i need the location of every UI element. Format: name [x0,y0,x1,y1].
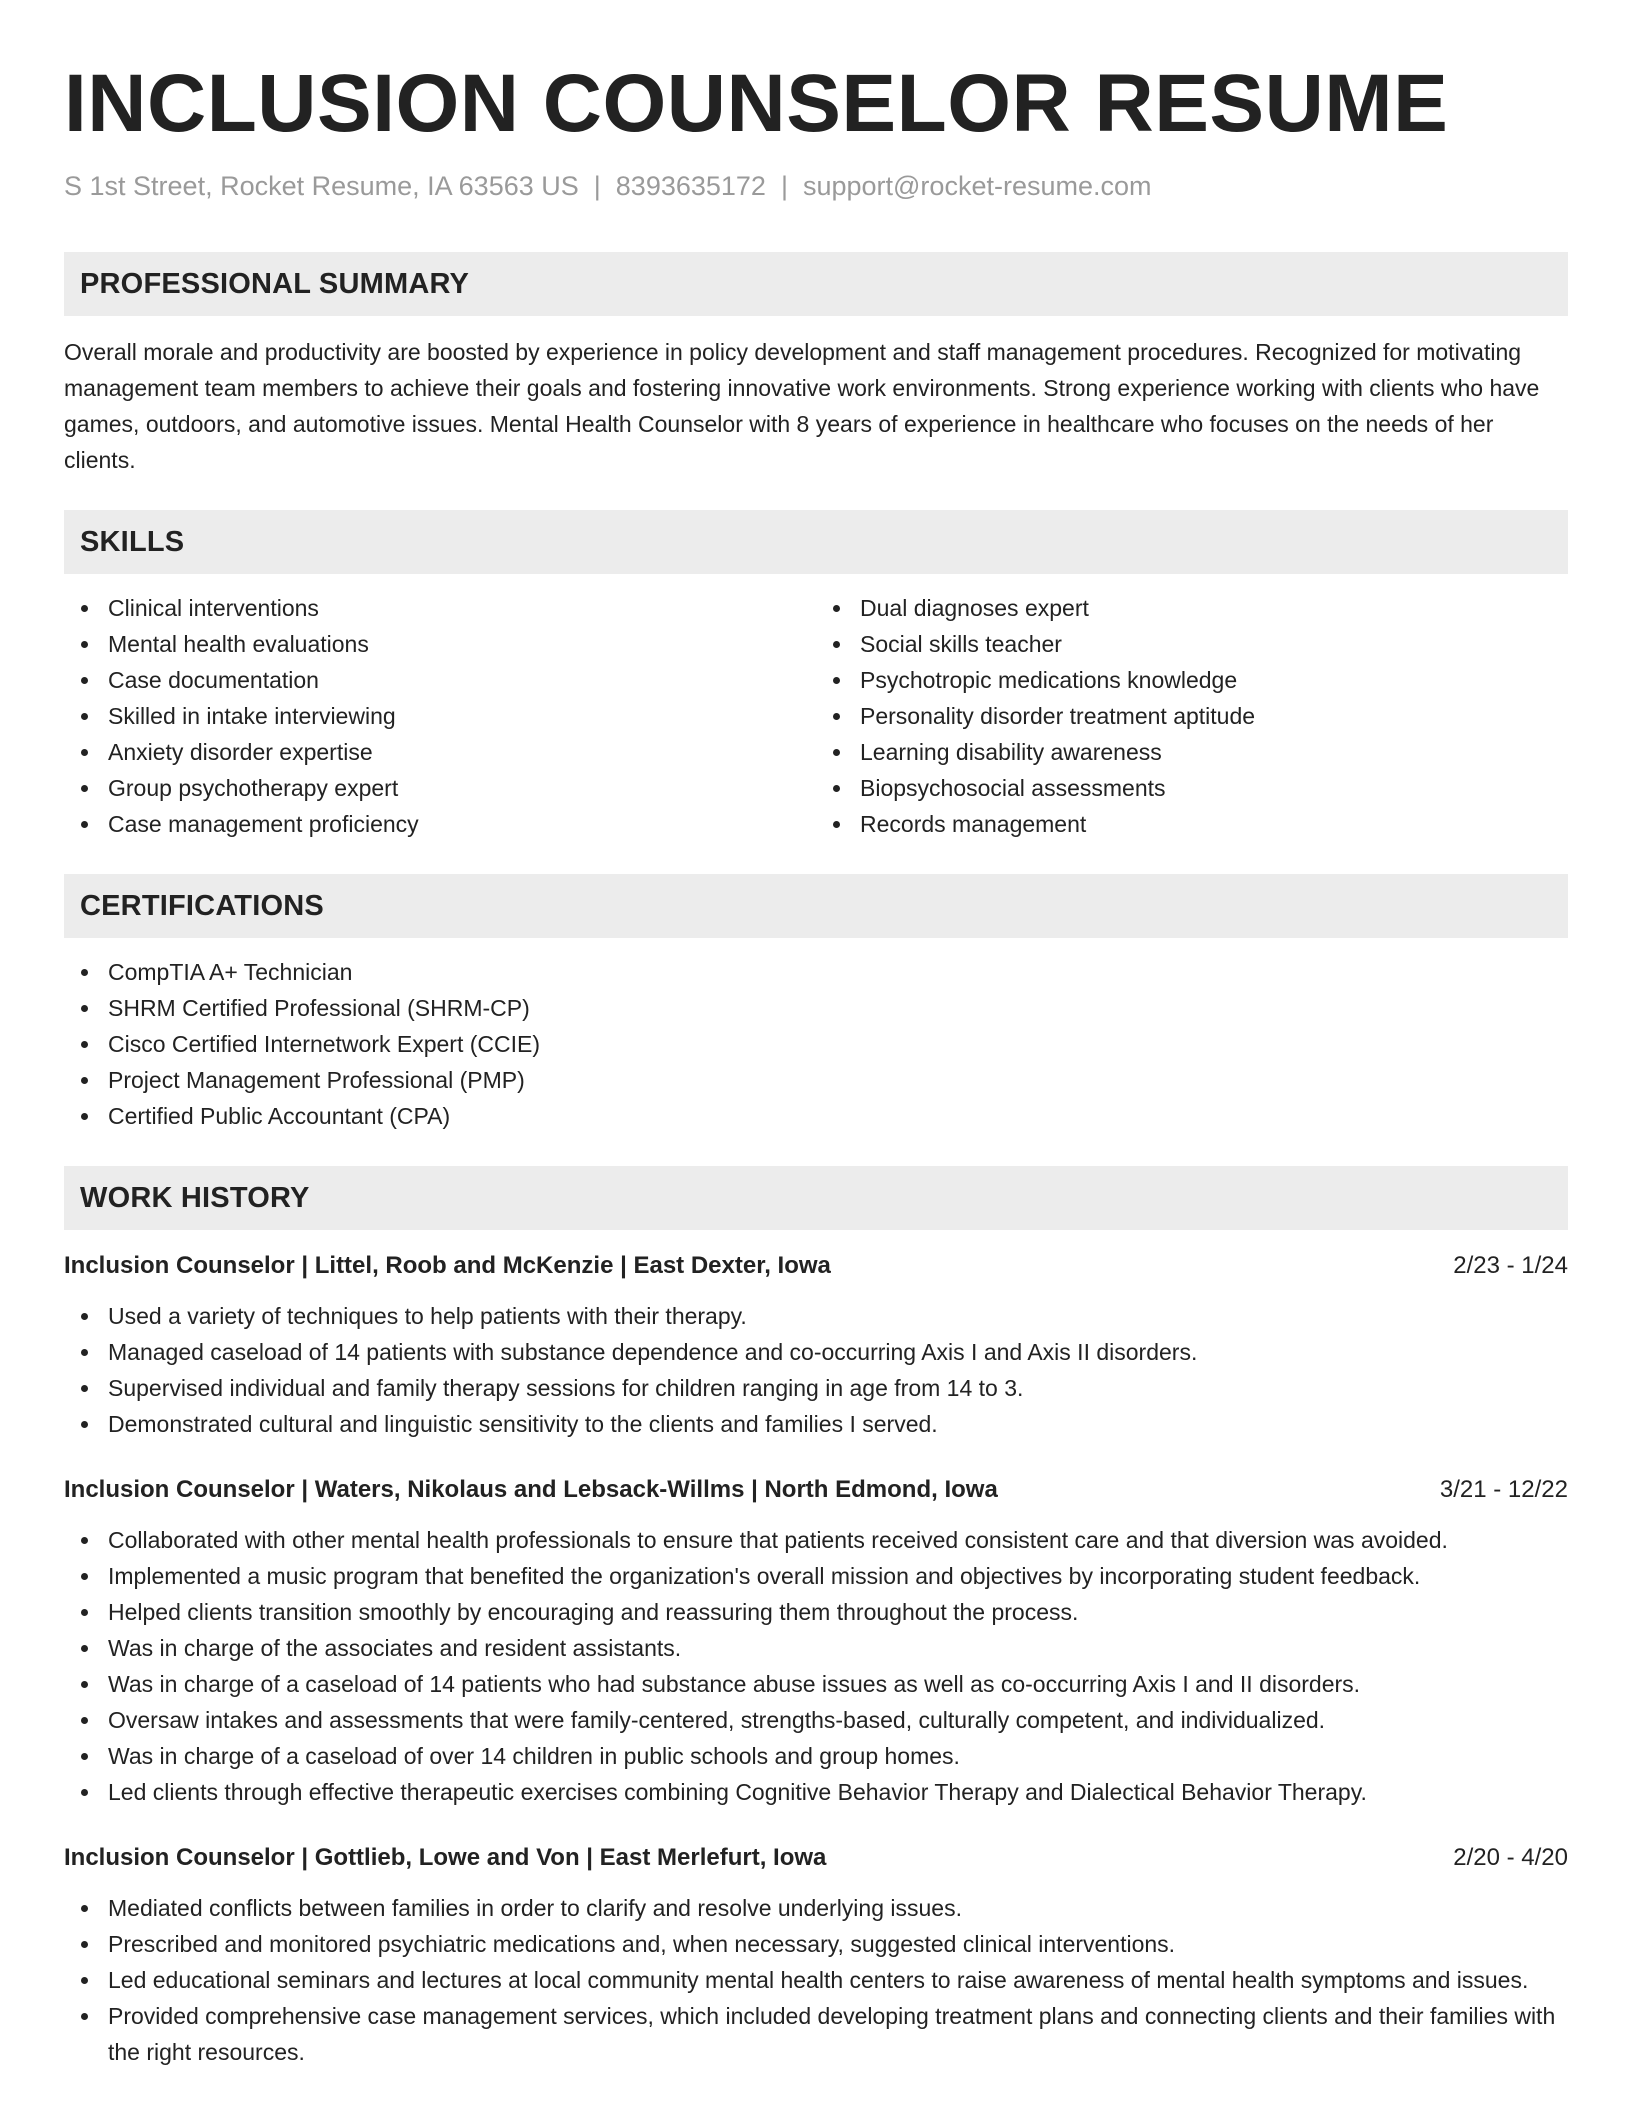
contact-line [64,168,1568,204]
job-dates: 2/23 - 1/24 [1453,1252,1568,1279]
certifications-list [64,954,1568,1134]
job-bullet: Supervised individual and family therapy sessions for children ranging in age from 14 to 3. [108,1370,1568,1406]
job-bullet: Provided comprehensive case management services, which included developing treatment plans and connecting clients and their families with the right resources. [108,1998,1568,2070]
section-header-skills [64,510,1568,574]
job-bullets [64,1522,1568,1810]
resume-page [64,56,1568,2070]
section-title-certifications: CERTIFICATIONS [80,889,324,922]
job-dates: 3/21 - 12/22 [1439,1476,1568,1503]
job-header [64,1472,1568,1508]
job-entry [64,1840,1568,2070]
job-bullets [64,1298,1568,1442]
contact-phone: 8393635172 [615,171,766,201]
job-entry [64,1248,1568,1442]
section-title-skills: SKILLS [80,525,185,558]
skill-item: Case management proficiency [108,806,816,842]
contact-address: S 1st Street, Rocket Resume, IA 63563 US [64,171,579,201]
job-header [64,1248,1568,1284]
skill-item: Clinical interventions [108,590,816,626]
job-entry [64,1472,1568,1810]
certification-item: Certified Public Accountant (CPA) [108,1098,1568,1134]
job-header [64,1840,1568,1876]
job-bullet: Led educational seminars and lectures at local community mental health centers to raise awareness of mental health symptoms and issues. [108,1962,1568,1998]
job-title: Inclusion Counselor | Littel, Roob and McKenzie | East Dexter, Iowa [64,1252,831,1279]
job-bullet: Used a variety of techniques to help patients with their therapy. [108,1298,1568,1334]
section-title-work-history: WORK HISTORY [80,1181,310,1214]
skill-item: Mental health evaluations [108,626,816,662]
job-bullet: Was in charge of a caseload of over 14 children in public schools and group homes. [108,1738,1568,1774]
certification-item: Project Management Professional (PMP) [108,1062,1568,1098]
certification-item: Cisco Certified Internetwork Expert (CCIE) [108,1026,1568,1062]
certification-item: SHRM Certified Professional (SHRM-CP) [108,990,1568,1026]
job-bullet: Mediated conflicts between families in order to clarify and resolve underlying issues. [108,1890,1568,1926]
skill-item: Learning disability awareness [860,734,1568,770]
skills-list-left [64,590,816,842]
skills-list-right [816,590,1568,842]
job-title: Inclusion Counselor | Waters, Nikolaus and Lebsack-Willms | North Edmond, Iowa [64,1476,998,1503]
section-header-certifications [64,874,1568,938]
contact-email: support@rocket-resume.com [802,171,1152,201]
certification-item: CompTIA A+ Technician [108,954,1568,990]
job-bullet: Prescribed and monitored psychiatric medications and, when necessary, suggested clinical interventions. [108,1926,1568,1962]
skills-grid [64,574,1568,842]
job-bullet: Managed caseload of 14 patients with substance dependence and co-occurring Axis I and Axis II disorders. [108,1334,1568,1370]
skill-item: Case documentation [108,662,816,698]
section-header-summary [64,252,1568,316]
job-bullet: Helped clients transition smoothly by encouraging and reassuring them throughout the process. [108,1594,1568,1630]
job-bullet: Was in charge of the associates and resident assistants. [108,1630,1568,1666]
job-bullet: Demonstrated cultural and linguistic sensitivity to the clients and families I served. [108,1406,1568,1442]
skill-item: Group psychotherapy expert [108,770,816,806]
contact-separator: | [593,171,601,201]
job-bullet: Was in charge of a caseload of 14 patients who had substance abuse issues as well as co-occurring Axis I and II disorders. [108,1666,1568,1702]
skill-item: Records management [860,806,1568,842]
job-bullet: Collaborated with other mental health professionals to ensure that patients received consistent care and that diversion was avoided. [108,1522,1568,1558]
skill-item: Social skills teacher [860,626,1568,662]
job-title: Inclusion Counselor | Gottlieb, Lowe and Von | East Merlefurt, Iowa [64,1844,827,1871]
summary-text: Overall morale and productivity are boosted by experience in policy development and staff management procedures. Recognized for motivating management team members to achieve their goals and fostering innovative work environments. Strong experience working with clients who have games, outdoors, and automotive issues. Mental Health Counselor with 8 years of experience in healthcare who focuses on the needs of her clients. [64,339,1540,473]
skill-item: Psychotropic medications knowledge [860,662,1568,698]
contact-separator: | [780,171,788,201]
skill-item: Anxiety disorder expertise [108,734,816,770]
resume-title: INCLUSION COUNSELOR RESUME [64,58,1449,149]
section-header-work-history [64,1166,1568,1230]
skill-item: Dual diagnoses expert [860,590,1568,626]
job-bullet: Oversaw intakes and assessments that were family-centered, strengths-based, culturally competent, and individualized. [108,1702,1568,1738]
skill-item: Biopsychosocial assessments [860,770,1568,806]
job-dates: 2/20 - 4/20 [1453,1844,1568,1871]
job-bullets [64,1890,1568,2070]
section-title-summary: PROFESSIONAL SUMMARY [80,267,470,300]
job-bullet: Led clients through effective therapeutic exercises combining Cognitive Behavior Therapy and Dialectical Behavior Therapy. [108,1774,1568,1810]
job-bullet: Implemented a music program that benefited the organization's overall mission and objectives by incorporating student feedback. [108,1558,1568,1594]
skill-item: Skilled in intake interviewing [108,698,816,734]
skill-item: Personality disorder treatment aptitude [860,698,1568,734]
